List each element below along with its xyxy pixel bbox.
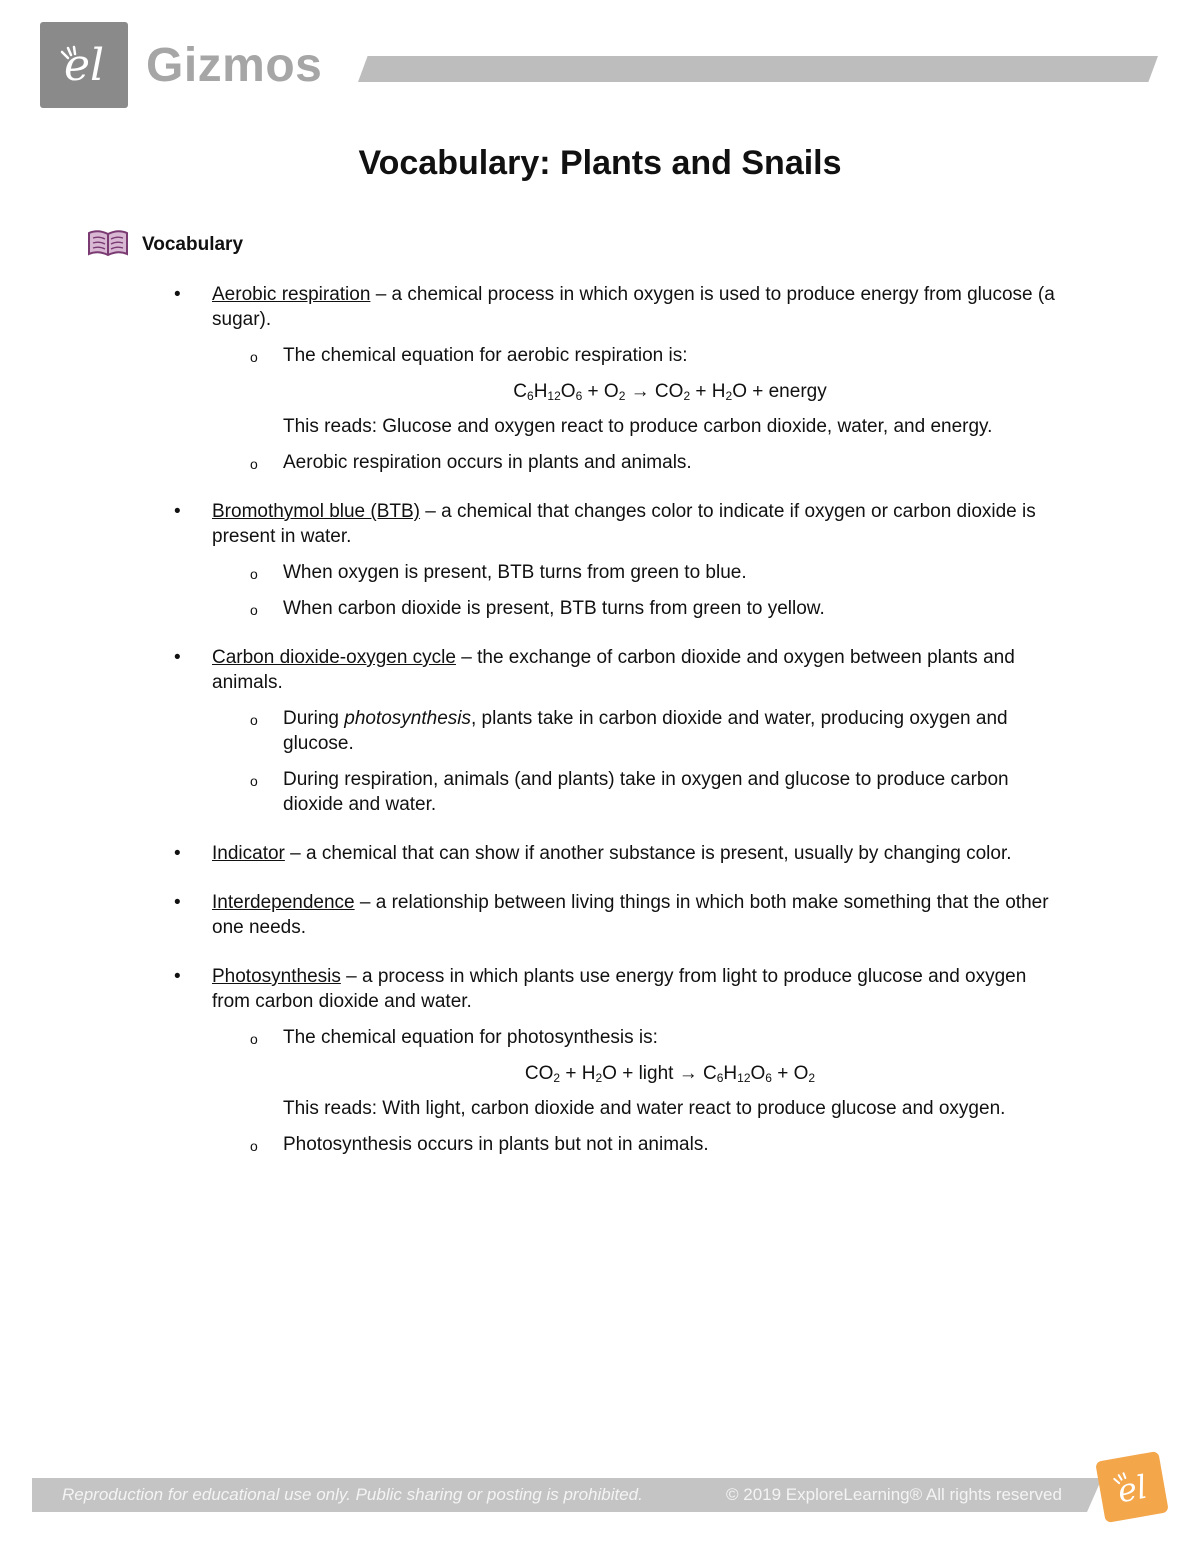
equation-reading: This reads: With light, carbon dioxide and water react to produce glucose and oxygen.: [283, 1098, 1006, 1119]
open-book-icon: [86, 227, 130, 264]
header-bar: [358, 56, 1158, 82]
bullet: •: [174, 501, 181, 522]
bullet: •: [174, 843, 181, 864]
sub-point: The chemical equation for photosynthesis is:: [283, 1027, 658, 1048]
vocab-term: • Carbon dioxide-oxygen cycle – the exchange of carbon dioxide and oxygen between plants and animals. o During photosynthesis, plants take in carbon dioxide and water, producing oxygen and glucose. o During respiration, animals (and plants) take in oxygen and glucose to produce carbon dioxide and water.: [174, 647, 1015, 815]
sub-point: The chemical equation for aerobic respiration is:: [283, 345, 688, 366]
bullet: •: [174, 966, 181, 987]
vocabulary-list: [0, 282, 1200, 1181]
vocab-term: • Aerobic respiration – a chemical process in which oxygen is used to produce energy from glucose (a sugar). o The chemical equation for aerobic respiration is: $C_6H_{12}O_6 + O_2 \to CO_2 + H_2O$ + energy This reads: Glucose and oxygen react to produce carbon dioxide, water, and energy. o Aerobic respiration occurs in plants and animals.: [0, 282, 1200, 475]
footer-copyright: © 2019 ExploreLearning® All rights reserved: [726, 1485, 1062, 1504]
bullet: •: [174, 284, 181, 305]
vocab-term: [0, 890, 1200, 940]
vocab-term: • Bromothymol blue (BTB) – a chemical that changes color to indicate if oxygen or carbon dioxide is present in water. o When oxygen is present, BTB turns from green to blue. o When carbon dioxide is present, BTB turns from green to yellow.: [174, 501, 1036, 619]
term-definition: – a chemical process in which oxygen is used to produce energy from glucose (a sugar).: [212, 284, 1055, 330]
sub-point: When oxygen is present, BTB turns from green to blue.: [283, 562, 747, 583]
sub-point-suffix: , plants take in carbon dioxide and water, producing oxygen and glucose.: [283, 708, 1008, 754]
sub-point: During respiration, animals (and plants) take in oxygen and glucose to produce carbon dioxide and water.: [283, 769, 1009, 815]
sub-point: Aerobic respiration occurs in plants and animals.: [283, 452, 692, 473]
term-definition: – a chemical that changes color to indicate if oxygen or carbon dioxide is present in water.: [212, 501, 1036, 547]
page-title: Vocabulary: Plants and Snails: [358, 144, 842, 182]
svg-text:el: el: [1114, 1467, 1151, 1511]
explorelearning-footer-logo-icon: [1095, 1451, 1169, 1523]
term-word: Aerobic respiration: [212, 284, 371, 305]
section-label: Vocabulary: [142, 234, 244, 255]
explorelearning-logo-icon: [40, 22, 128, 108]
sub-point-prefix: During: [283, 708, 345, 729]
term-word: Photosynthesis: [212, 966, 341, 987]
bullet: •: [174, 892, 181, 913]
term-definition: – a relationship between living things in which both make something that the other one needs.: [212, 892, 1049, 938]
chemical-equation: $C_6H_{12}O_6 + O_2 \to CO_2 + H_2O$ + energy: [513, 381, 827, 403]
term-word: Bromothymol blue (BTB): [212, 501, 421, 522]
term-definition: – a chemical that can show if another substance is present, usually by changing color.: [284, 843, 1012, 864]
term-word: Indicator: [212, 843, 285, 864]
bullet: •: [174, 647, 181, 668]
sub-point-emphasis: photosynthesis: [344, 708, 471, 729]
section-heading: [86, 228, 243, 262]
term-definition: – the exchange of carbon dioxide and oxygen between plants and animals.: [212, 647, 1015, 693]
sub-point: When carbon dioxide is present, BTB turns from green to yellow.: [283, 598, 825, 619]
brand-name: Gizmos: [146, 39, 323, 92]
vocab-term: • Photosynthesis – a process in which plants use energy from light to produce glucose and oxygen from carbon dioxide and water. o The chemical equation for photosynthesis is: $CO_2 + H_2O$ + light → $C_6H_{12}O_6 + O_2$ This reads: With light, carbon dioxide and water react to produce glucose and oxygen. o Photosynthesis occurs in plants but not in animals.: [0, 964, 1200, 1157]
vocab-term: [0, 841, 1200, 866]
equation-reading: This reads: Glucose and oxygen react to produce carbon dioxide, water, and energy.: [283, 416, 993, 437]
sub-point: Photosynthesis occurs in plants but not in animals.: [283, 1134, 709, 1155]
term-word: Interdependence: [212, 892, 355, 913]
chemical-equation: $CO_2 + H_2O$ + light → $C_6H_{12}O_6 + O_2$: [524, 1063, 816, 1085]
term-word: Carbon dioxide-oxygen cycle: [212, 647, 456, 668]
term-definition: – a process in which plants use energy from light to produce glucose and oxygen from carbon dioxide and water.: [212, 966, 1027, 1012]
svg-text:el: el: [63, 40, 105, 91]
footer-notice: Reproduction for educational use only. Public sharing or posting is prohibited.: [62, 1485, 643, 1504]
